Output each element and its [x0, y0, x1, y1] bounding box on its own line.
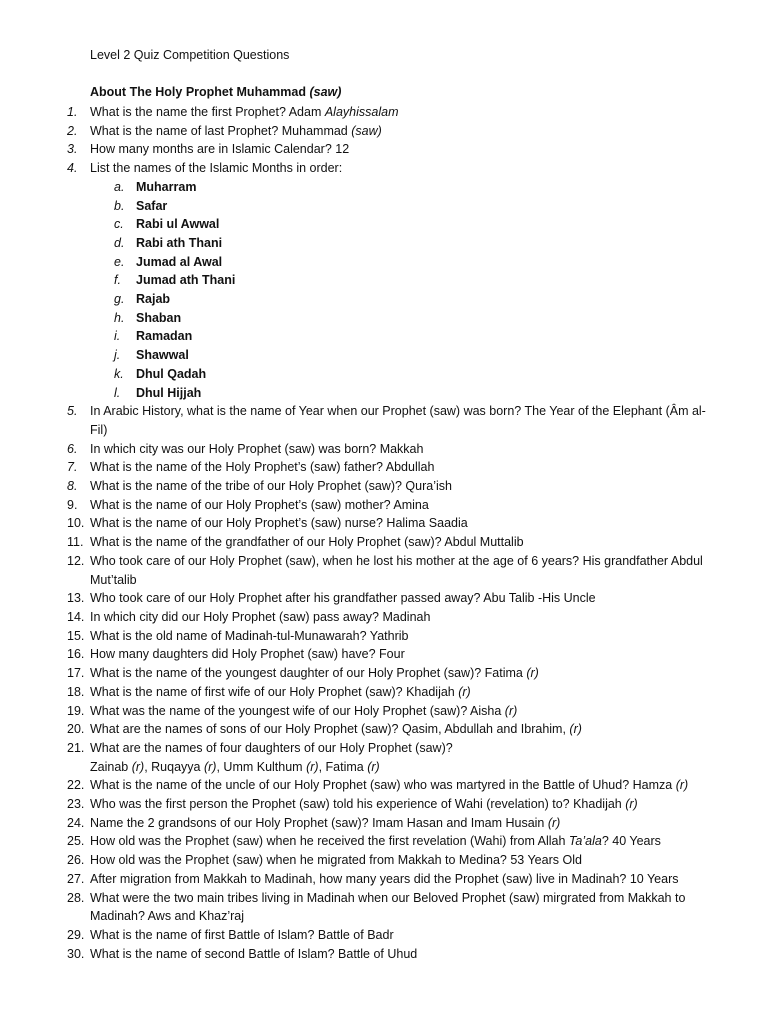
question-17 [0, 664, 768, 683]
question-text: What is the name of the grandfather of our Holy Prophet (saw)? Abdul Muttalib [90, 535, 524, 550]
question-number: 12. [67, 553, 85, 568]
month-letter: g. [114, 292, 125, 307]
month-name: Muharram [136, 179, 197, 194]
question-number: 18. [67, 684, 85, 699]
question-number: 3. [67, 142, 78, 157]
month-name: Rabi ath Thani [136, 235, 223, 250]
question-text: What is the name the first Prophet? Adam [90, 105, 325, 119]
question-number: 16. [67, 647, 85, 662]
answer-italic: (r) [504, 703, 518, 718]
question-8 [0, 477, 768, 496]
question-text: Who took care of our Holy Prophet (saw), when he lost his mother at the age of 6 years? His grandfather Abdul Mut’talib [90, 553, 703, 587]
question-25 [0, 832, 768, 851]
months-list [90, 178, 720, 402]
month-name: Dhul Qadah [136, 366, 207, 381]
answer-italic: (saw) [351, 123, 382, 138]
question-20 [0, 720, 768, 739]
question-23 [0, 795, 768, 814]
month-letter: i. [114, 329, 121, 344]
answer-part: , Fatima [318, 759, 368, 774]
question-number: 4. [67, 161, 78, 176]
month-item [90, 365, 720, 384]
question-26 [0, 851, 768, 870]
month-item [90, 197, 720, 216]
question-number: 1. [67, 105, 78, 119]
question-text: Name the 2 grandsons of our Holy Prophet (saw)? Imam Hasan and Imam Husain [90, 815, 548, 830]
question-12 [0, 552, 768, 589]
month-item [90, 346, 720, 365]
answer-italic: (r) [458, 684, 471, 699]
month-name: Jumad ath Thani [136, 273, 236, 288]
month-name: Ramadan [136, 329, 193, 344]
month-item [90, 215, 720, 234]
question-number: 2. [67, 123, 78, 138]
month-letter: a. [114, 179, 125, 194]
question-number: 25. [67, 834, 85, 849]
question-19 [0, 702, 768, 721]
month-item [90, 178, 720, 197]
question-number: 24. [67, 815, 85, 830]
question-list [0, 103, 768, 963]
question-number: 20. [67, 722, 85, 737]
question-number: 10. [67, 516, 85, 531]
month-name: Jumad al Awal [136, 254, 223, 269]
document-title: Level 2 Quiz Competition Questions [90, 48, 290, 62]
question-text: What is the name of our Holy Prophet’s (saw) nurse? Halima Saadia [90, 516, 468, 531]
answer-italic: (r) [306, 759, 319, 774]
question-number: 22. [67, 778, 85, 793]
question-text: What is the name of the tribe of our Holy Prophet (saw)? Qura’ish [90, 479, 452, 494]
question-number: 19. [67, 703, 85, 718]
question-15 [0, 627, 768, 646]
question-number: 14. [67, 609, 85, 624]
question-number: 6. [67, 441, 78, 456]
question-number: 28. [67, 890, 85, 905]
question-10 [0, 514, 768, 533]
question-text: In Arabic History, what is the name of Year when our Prophet (saw) was born? The Year of the Elephant (Âm al-Fil) [90, 404, 706, 437]
question-number: 13. [67, 591, 85, 606]
month-letter: k. [114, 366, 124, 381]
question-text: Who was the first person the Prophet (saw) told his experience of Wahi (revelation) to? Khadijah [90, 797, 626, 812]
answer-italic: (r) [569, 722, 582, 737]
section-title [90, 85, 341, 99]
answer-italic: (r) [547, 815, 561, 830]
question-text: What are the names of sons of our Holy Prophet (saw)? Qasim, Abdullah and Ibrahim, [90, 722, 570, 737]
month-item [90, 234, 720, 253]
question-text: What is the name of the youngest daughter of our Holy Prophet (saw)? Fatima [90, 666, 527, 681]
section-title-suffix: (saw) [309, 85, 342, 99]
question-22 [0, 776, 768, 795]
month-item [90, 271, 720, 290]
month-letter: e. [114, 254, 125, 269]
question-text: Who took care of our Holy Prophet after his grandfather passed away? Abu Talib -His Uncle [90, 591, 596, 606]
month-name: Safar [136, 198, 168, 213]
question-text: What was the name of the youngest wife of our Holy Prophet (saw)? Aisha [90, 703, 505, 718]
question-text-tail: ? 40 Years [601, 834, 661, 849]
answer-italic: (r) [526, 666, 539, 681]
question-29 [0, 926, 768, 945]
month-letter: h. [114, 310, 125, 325]
question-number: 29. [67, 927, 85, 942]
question-text: What is the old name of Madinah-tul-Munawarah? Yathrib [90, 628, 409, 643]
section-title-text: About The Holy Prophet Muhammad [90, 85, 306, 99]
question-text: What is the name of first Battle of Islam? Battle of Badr [90, 927, 394, 942]
question-text: In which city did our Holy Prophet (saw) pass away? Madinah [90, 609, 431, 624]
month-item [90, 253, 720, 272]
month-item [90, 309, 720, 328]
month-name: Dhul Hijjah [136, 385, 202, 400]
answer-italic: (r) [203, 759, 217, 774]
answer-part: , Umm Kulthum [216, 759, 307, 774]
month-item [90, 327, 720, 346]
question-18 [0, 683, 768, 702]
question-9 [0, 496, 768, 515]
question-number: 21. [67, 740, 85, 755]
question-number: 17. [67, 666, 85, 681]
month-letter: d. [114, 235, 125, 250]
question-text: What is the name of the uncle of our Holy Prophet (saw) who was martyred in the Battle of Uhud? Hamza [90, 778, 676, 793]
question-text: How many daughters did Holy Prophet (saw) have? Four [90, 647, 405, 662]
question-7 [0, 458, 768, 477]
question-5 [0, 402, 768, 439]
month-letter: f. [114, 273, 121, 288]
question-13 [0, 589, 768, 608]
question-6 [0, 440, 768, 459]
question-text: How old was the Prophet (saw) when he migrated from Makkah to Medina? 53 Years Old [90, 853, 582, 868]
answer-part: , Ruqayya [144, 759, 204, 774]
question-text: What is the name of first wife of our Holy Prophet (saw)? Khadijah [90, 684, 459, 699]
question-number: 30. [67, 946, 85, 961]
answer-italic: (r) [625, 797, 638, 812]
question-24 [0, 814, 768, 833]
question-text: How many months are in Islamic Calendar? 12 [90, 142, 350, 157]
month-letter: c. [114, 217, 124, 232]
question-2 [0, 122, 768, 141]
answer-italic: Ta’ala [568, 834, 602, 849]
question-number: 23. [67, 797, 85, 812]
answer-italic: (r) [131, 759, 145, 774]
month-item [90, 384, 720, 403]
question-number: 15. [67, 628, 85, 643]
question-number: 11. [67, 535, 84, 550]
question-number: 7. [67, 460, 78, 475]
question-1 [0, 103, 768, 122]
question-text: What were the two main tribes living in Madinah when our Beloved Prophet (saw) mirgrated from Makkah to Madinah? Aws and Khaz’raj [90, 890, 686, 924]
month-name: Shaban [136, 310, 182, 325]
question-30 [0, 945, 768, 964]
question-text: What is the name of our Holy Prophet’s (saw) mother? Amina [90, 497, 429, 512]
month-item [90, 290, 720, 309]
question-text: What are the names of four daughters of our Holy Prophet (saw)? [90, 740, 453, 755]
question-number: 27. [67, 871, 85, 886]
month-letter: b. [114, 198, 125, 213]
month-name: Rabi ul Awwal [136, 217, 220, 232]
answer-italic: (r) [367, 759, 380, 774]
question-text: After migration from Makkah to Madinah, how many years did the Prophet (saw) live in Madinah? 10 Years [90, 871, 679, 886]
question-27 [0, 870, 768, 889]
month-name: Shawwal [136, 348, 189, 363]
question-text: How old was the Prophet (saw) when he received the first revelation (Wahi) from Allah [90, 834, 569, 849]
question-number: 26. [67, 853, 85, 868]
question-text: What is the name of last Prophet? Muhammad [90, 123, 352, 138]
question-16 [0, 645, 768, 664]
question-11 [0, 533, 768, 552]
question-text: List the names of the Islamic Months in order: [90, 161, 343, 176]
question-text: In which city was our Holy Prophet (saw) was born? Makkah [90, 441, 424, 456]
question-21 [0, 739, 768, 776]
question-4 [0, 159, 768, 402]
question-number: 8. [67, 479, 78, 494]
question-14 [0, 608, 768, 627]
question-text: What is the name of second Battle of Islam? Battle of Uhud [90, 946, 418, 961]
answer-part: Zainab [90, 759, 132, 774]
question-number: 9. [67, 497, 78, 512]
question-number: 5. [67, 404, 78, 419]
month-letter: l. [114, 385, 121, 400]
answer-italic: Alayhissalam [324, 105, 399, 119]
answer-italic: (r) [675, 778, 689, 793]
question-text: What is the name of the Holy Prophet’s (saw) father? Abdullah [90, 460, 435, 475]
month-name: Rajab [136, 292, 171, 307]
question-28 [0, 889, 768, 926]
month-letter: j. [114, 348, 121, 363]
question-3 [0, 140, 768, 159]
